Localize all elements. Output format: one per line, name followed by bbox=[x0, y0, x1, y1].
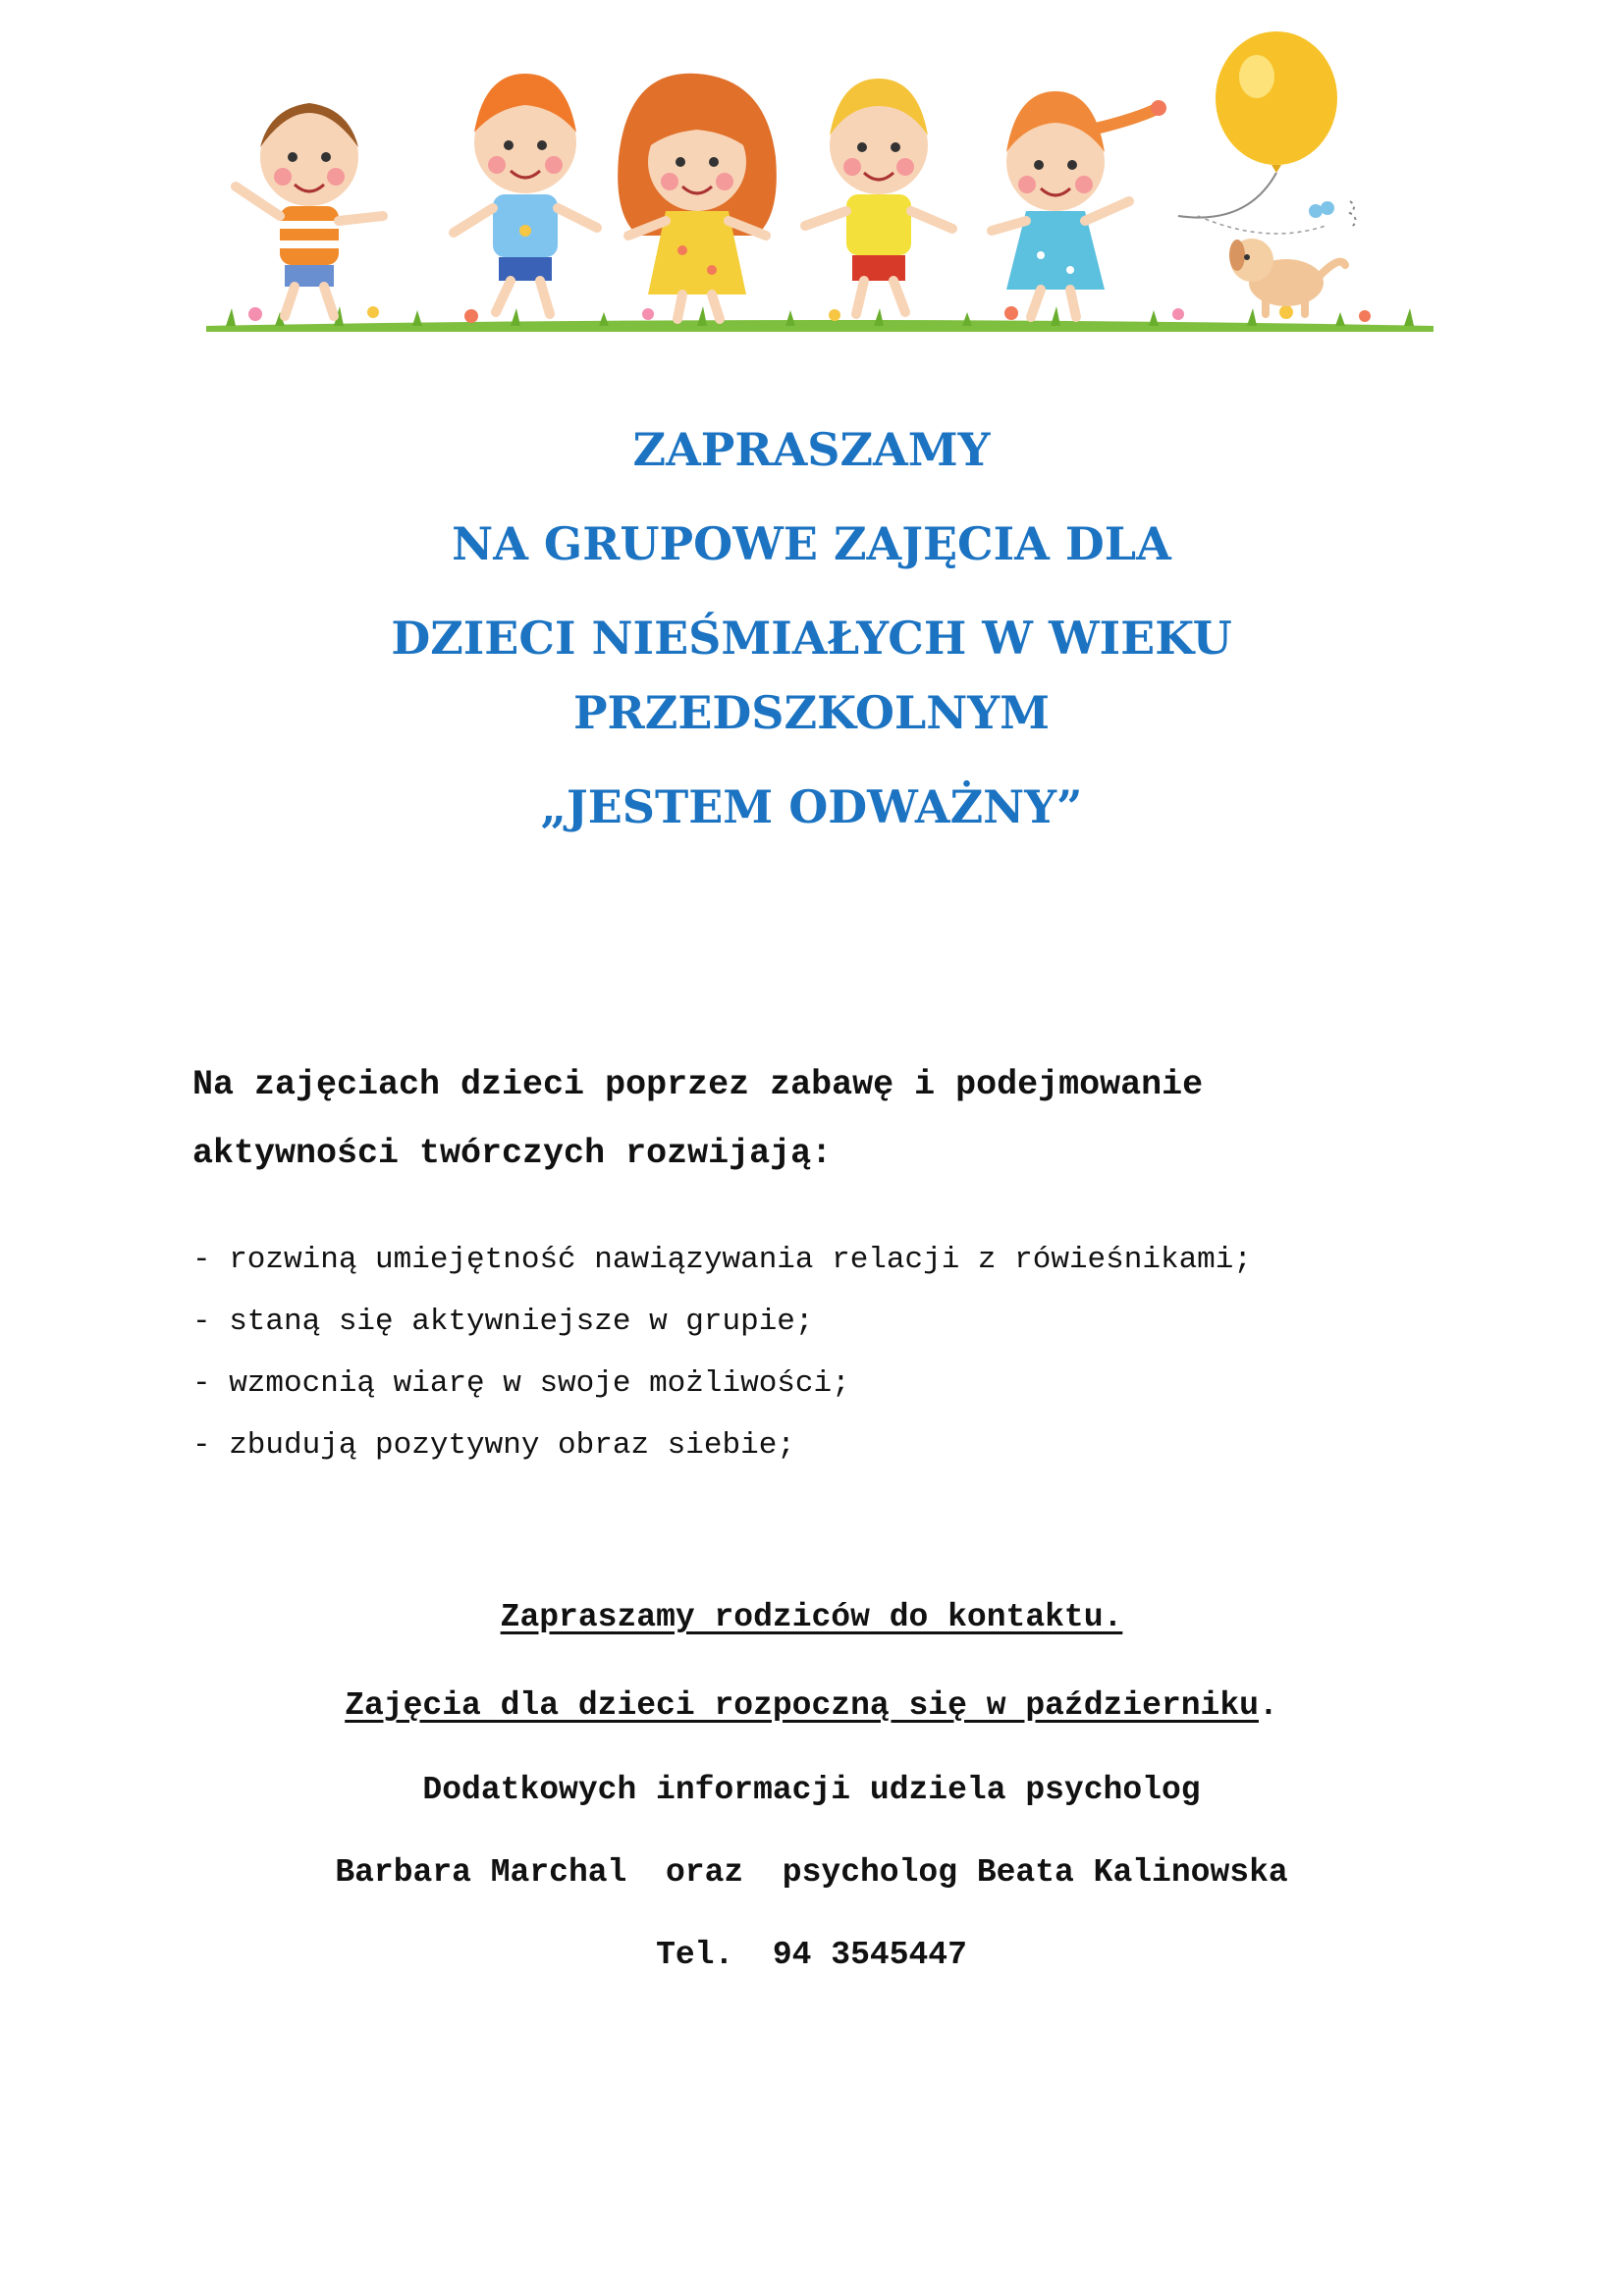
list-item: - staną się aktywniejsze w grupie; bbox=[192, 1305, 814, 1339]
intro-line-2: aktywności twórczych rozwijają: bbox=[192, 1134, 833, 1173]
title-block bbox=[0, 422, 1623, 834]
title-line-4: PRZEDSZKOLNYM bbox=[572, 686, 1051, 739]
child-4 bbox=[805, 79, 952, 314]
child-1 bbox=[236, 103, 383, 316]
start-info-period: . bbox=[1258, 1687, 1278, 1724]
grass bbox=[206, 305, 1434, 332]
benefits-list bbox=[192, 1229, 1528, 1476]
child-3 bbox=[618, 74, 777, 319]
list-item: - wzmocnią wiarę w swoje możliwości; bbox=[192, 1366, 850, 1401]
title-line-1: ZAPRASZAMY bbox=[632, 423, 991, 476]
butterfly bbox=[1309, 201, 1356, 227]
dog bbox=[1229, 239, 1345, 318]
footer-block bbox=[0, 1598, 1623, 1975]
children-illustration bbox=[187, 29, 1443, 344]
list-item: - rozwiną umiejętność nawiązywania relacji z rówieśnikami; bbox=[192, 1243, 1252, 1277]
start-info: Zajęcia dla dzieci rozpoczną się w październiku bbox=[345, 1687, 1259, 1724]
phone-number: Tel. 94 3545447 bbox=[656, 1937, 967, 1973]
intro-paragraph bbox=[192, 1050, 1469, 1188]
contact-invite: Zapraszamy rodziców do kontaktu. bbox=[500, 1599, 1123, 1635]
list-item: - zbudują pozytywny obraz siebie; bbox=[192, 1428, 795, 1463]
title-line-3: DZIECI NIEŚMIAŁYCH W WIEKU bbox=[391, 612, 1232, 665]
child-2 bbox=[454, 74, 597, 314]
title-line-2: NA GRUPOWE ZAJĘCIA DLA bbox=[452, 517, 1171, 570]
program-name: „JESTEM ODWAŻNY” bbox=[540, 780, 1083, 833]
info-line: Dodatkowych informacji udziela psycholog bbox=[422, 1772, 1201, 1808]
child-5 bbox=[992, 91, 1166, 317]
intro-line-1: Na zajęciach dzieci poprzez zabawę i podejmowanie bbox=[192, 1065, 1204, 1104]
balloon bbox=[1178, 31, 1337, 234]
psychologists-names: Barbara Marchal oraz psycholog Beata Kalinowska bbox=[335, 1854, 1288, 1891]
